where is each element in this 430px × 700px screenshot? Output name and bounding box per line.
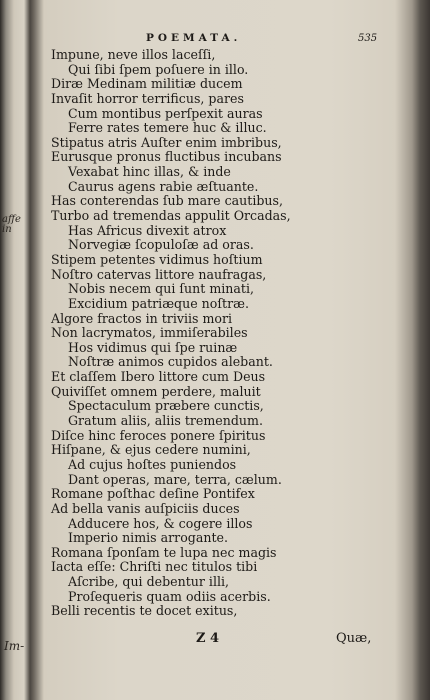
verse-line: Has Africus divexit atrox (68, 222, 227, 238)
verse-line: Stipatus atris Auſter enim imbribus, (51, 134, 282, 150)
verse-line: Imperio nimis arrogante. (68, 530, 228, 546)
left-page-edge (0, 0, 28, 700)
verse-line: Belli recentis te docet exitus, (51, 603, 238, 619)
verse-line: Invaſit horror terrificus, pares (51, 90, 244, 106)
verse-line: Ad cujus hoſtes puniendos (68, 456, 237, 472)
verse-line: Norvegiæ ſcopuloſæ ad oras. (68, 237, 254, 253)
verse-line: Hos vidimus qui ſpe ruinæ (68, 339, 238, 355)
verse-line: Algore fractos in triviis mori (51, 310, 233, 326)
verse-line: Ad bella vanis auſpiciis duces (51, 500, 240, 516)
verse-line: Has conterendas ſub mare cautibus, (51, 193, 284, 209)
verse-line: Ferre rates temere huc & illuc. (68, 120, 267, 136)
verse-line: Romana ſponſam te lupa nec magis (51, 544, 277, 560)
verse-line: Dant operas, mare, terra, cælum. (68, 471, 282, 487)
verse-line: Et claſſem Ibero littore cum Deus (51, 369, 266, 385)
verse-line: Proſequeris quam odiis acerbis. (68, 588, 271, 604)
verse-line: Spectaculum præbere cunctis, (68, 398, 264, 414)
right-page (36, 0, 410, 700)
verse-line: Noſtræ animos cupidos alebant. (68, 354, 273, 370)
left-margin-fragment: affe in (2, 214, 21, 235)
left-catchword-fragment: Im- (4, 639, 25, 653)
verse-line: Qui ſibi ſpem poſuere in illo. (68, 61, 249, 77)
verse-line: Romane poſthac deſine Pontifex (51, 486, 255, 502)
verse-line: Eurusque pronus fluctibus incubans (51, 149, 282, 165)
poem-text (51, 48, 411, 619)
verse-line: Adducere hos, & cogere illos (68, 515, 253, 531)
verse-line: Vexabat hinc illas, & inde (68, 164, 231, 180)
verse-line: Non lacrymatos, immiſerabiles (51, 325, 248, 341)
verse-line: Impune, neve illos laceſſi, (51, 47, 216, 62)
verse-line: Diſce hinc feroces ponere ſpiritus (51, 427, 266, 443)
catchword: Quæ, (336, 631, 372, 646)
verse-line: Cum montibus perſpexit auras (68, 105, 263, 121)
verse-line: Excidium patriæque noſtræ. (68, 295, 249, 311)
verse-line: Noſtro catervas littore naufragas, (51, 266, 267, 282)
page-number: 535 (358, 33, 378, 44)
verse-line: Caurus agens rabie æſtuante. (68, 178, 259, 194)
verse-line: Iacta eſſe: Chriſti nec titulos tibi (51, 559, 258, 575)
verse-line: Hiſpane, & ejus cedere numini, (51, 442, 251, 458)
running-head: POEMATA. (146, 32, 242, 44)
verse-line: Gratum aliis, aliis tremendum. (68, 413, 263, 429)
verse-line: Quiviſſet omnem perdere, maluit (51, 383, 261, 399)
verse-line: Turbo ad tremendas appulit Orcadas, (51, 208, 291, 224)
verse-line: Nobis necem qui ſunt minati, (68, 281, 255, 297)
verse-line: Aſcribe, qui debentur illi, (68, 574, 230, 590)
signature-mark: Z 4 (196, 631, 220, 646)
verse-line: Stipem petentes vidimus hoſtium (51, 251, 263, 267)
verse-line: Diræ Medinam militiæ ducem (51, 76, 243, 92)
